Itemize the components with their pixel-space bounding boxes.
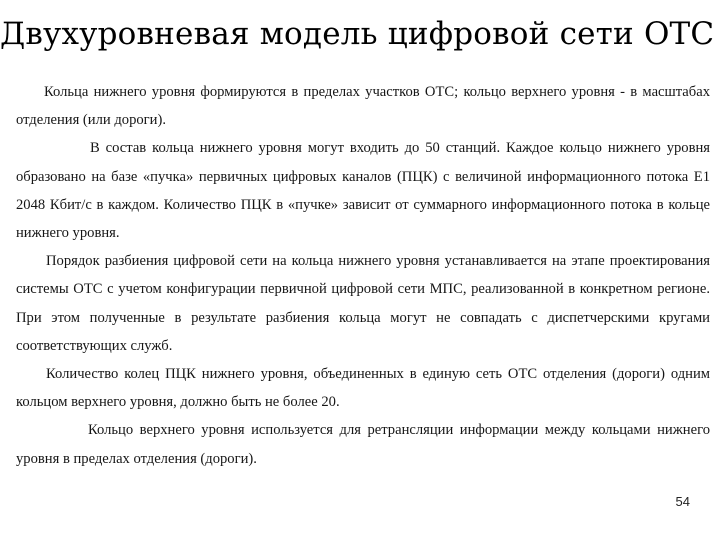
slide-body (16, 78, 710, 473)
paragraph-lower-rings-formation: Кольца нижнего уровня формируются в пределах участков ОТС; кольцо верхнего уровня - в масштабах отделения (или дороги). (16, 84, 710, 129)
paragraph-lower-ring-composition: В состав кольца нижнего уровня могут входить до 50 станций. Каждое кольцо нижнего уровня образовано на базе «пучка» первичных цифровых каналов (ПЦК) с величиной информационного потока Е1 2048 Кбит/с в каждом. Количество ПЦК в «пучке» зависит от суммарного информационного потока в кольце нижнего уровня. (16, 140, 710, 242)
paragraph-upper-ring-purpose: Кольцо верхнего уровня используется для ретрансляции информации между кольцами нижнего уровня в пределах отделения (дороги). (16, 422, 710, 467)
slide-title: Двухуровневая модель цифровой сети ОТС (0, 16, 715, 52)
paragraph-partition-order: Порядок разбиения цифровой сети на кольца нижнего уровня устанавливается на этапе проектирования системы ОТС с учетом конфигурации первичной цифровой сети МПС, реализованной в конкретном регионе. При этом полученные в результате разбиения кольца могут не совпадать с диспетчерскими кругами соответствующих служб. (16, 253, 710, 354)
page-number: 54 (675, 494, 690, 509)
paragraph-ring-count-limit: Количество колец ПЦК нижнего уровня, объединенных в единую сеть ОТС отделения (дороги) одним кольцом верхнего уровня, должно быть не более 20. (16, 366, 710, 411)
